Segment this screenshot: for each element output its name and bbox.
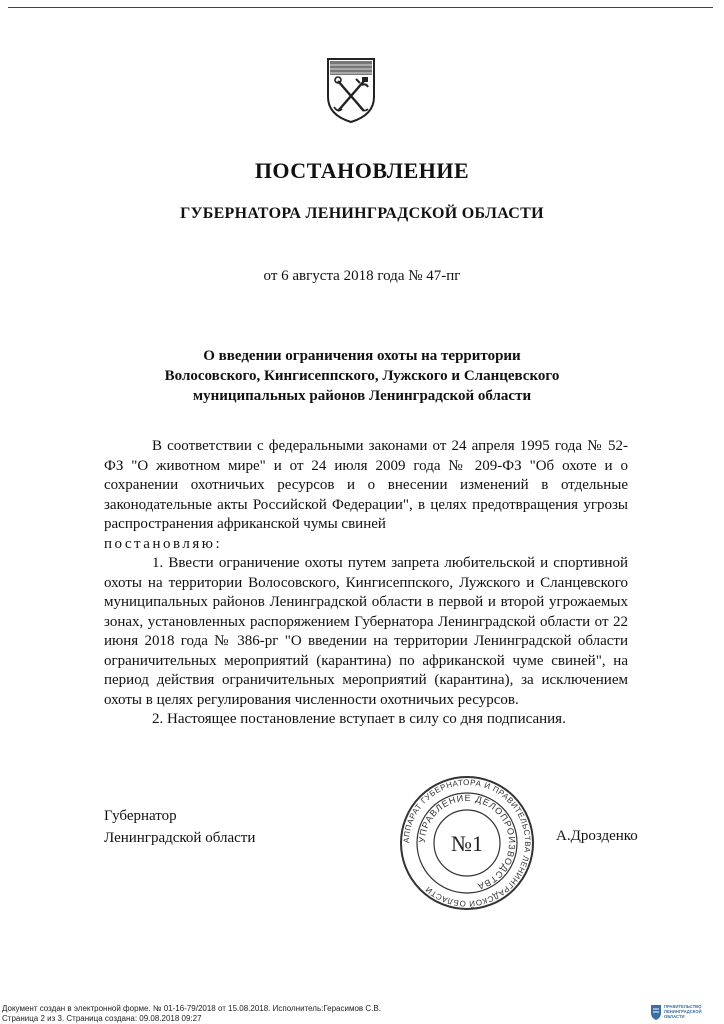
seal-number: №1	[451, 831, 483, 856]
seal-outer-text: АППАРАТ ГУБЕРНАТОРА И ПРАВИТЕЛЬСТВА ЛЕНИНГРАДСКОЙ ОБЛАСТИ	[401, 777, 533, 909]
signatory-position	[104, 805, 255, 849]
heading-line: О введении ограничения охоты на территории	[203, 348, 521, 364]
document-subtitle: ГУБЕРНАТОРА ЛЕНИНГРАДСКОЙ ОБЛАСТИ	[180, 205, 544, 222]
heading-line: Волосовского, Кингисеппского, Лужского и Сланцевского	[164, 368, 560, 384]
preamble-paragraph: В соответствии с федеральными законами от 24 апреля 1995 года № 52-ФЗ "О животном мире" и от 24 июля 2009 года № 209-ФЗ "Об охоте и о сохранении охотничьих ресурсов и о внесении изменений в отдельные законодательные акты Российской Федерации", в целях предотвращения угрозы распространения африканской чумы свиней	[104, 438, 628, 532]
document-date-number: от 6 августа 2018 года № 47-пг	[263, 268, 461, 284]
coat-of-arms-emblem	[324, 55, 378, 125]
footer-line-2: Страница 2 из 3. Страница создана: 09.08.2018 09:27	[2, 1014, 202, 1023]
document-title: ПОСТАНОВЛЕНИЕ	[254, 158, 470, 183]
document-body	[104, 437, 628, 730]
heading-line: муниципальных районов Ленинградской области	[192, 388, 532, 404]
logo-line: ОБЛАСТИ	[664, 1014, 685, 1019]
seal-inner-text: УПРАВЛЕНИЕ ДЕЛОПРОИЗВОДСТВА	[416, 792, 518, 892]
logo-line: ЛЕНИНГРАДСКОЙ	[664, 1009, 702, 1014]
position-line-2: Ленинградской области	[104, 830, 256, 846]
position-line-1: Губернатор	[104, 808, 177, 824]
government-logo-text	[664, 1004, 702, 1019]
document-heading	[120, 346, 604, 406]
decree-item-2: 2. Настоящее постановление вступает в силу со дня подписания.	[152, 711, 566, 727]
signatory-name: А.Дрозденко	[556, 828, 638, 844]
logo-line: ПРАВИТЕЛЬСТВО	[664, 1004, 702, 1009]
electronic-document-footer	[2, 1004, 381, 1024]
decree-verb: постановляю:	[104, 535, 223, 552]
top-border-line	[8, 7, 713, 8]
decree-item-1: 1. Ввести ограничение охоты путем запрета любительской и спортивной охоты на территории Волосовского, Кингисеппского, Лужского и Сланцевского муниципальных районов Ленинградской области в первой и второй угрожаемых зонах, установленных распоряжением Губернатора Ленинградской области от 22 июня 2018 года № 386-рг "О введении на территории Ленинградской области ограничительных мероприятий (карантина) по африканской чуме свиней", на период действия ограничительных мероприятий (карантина), за исключением охоты в целях регулирования численности охотничьих ресурсов.	[104, 555, 628, 708]
footer-line-1: Документ создан в электронной форме. № 01-16-79/2018 от 15.08.2018. Исполнитель:Герасимов С.В.	[2, 1004, 381, 1013]
official-seal-stamp	[398, 774, 536, 912]
